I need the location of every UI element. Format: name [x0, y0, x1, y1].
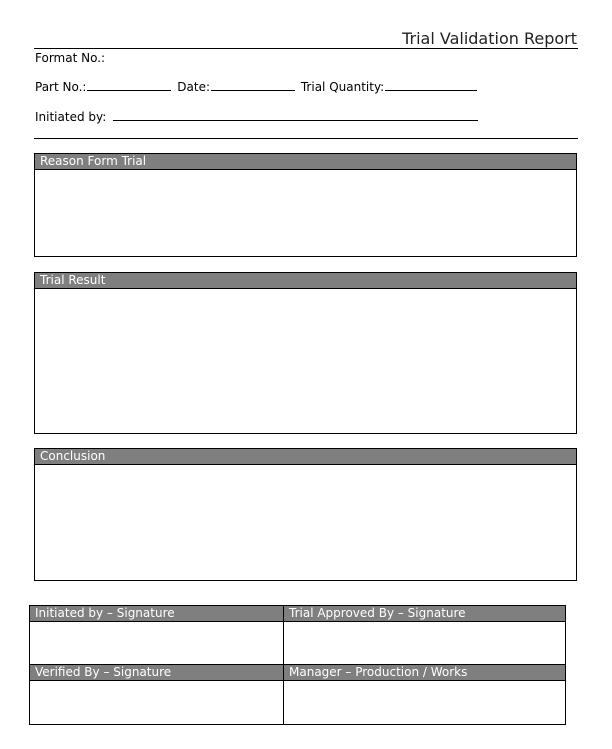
verified-signature-cell [30, 664, 283, 681]
result-header: Trial Result [35, 273, 576, 289]
date-field[interactable] [211, 80, 295, 91]
result-section [34, 272, 577, 434]
initiated-by-label: Initiated by: [35, 110, 107, 124]
header-rule [34, 138, 578, 139]
initiated-by-row [35, 110, 478, 124]
reason-section [34, 153, 577, 257]
signature-table [29, 605, 566, 725]
verified-signature-label: Verified By – Signature [30, 665, 283, 681]
approved-signature-cell [284, 606, 565, 622]
title-rule [34, 48, 578, 49]
initiated-signature-cell [30, 606, 283, 622]
part-no-label: Part No.: [35, 80, 87, 94]
trial-quantity-field[interactable] [385, 80, 477, 91]
reason-header: Reason Form Trial [35, 154, 576, 170]
date-label: Date: [177, 80, 211, 94]
approved-signature-label: Trial Approved By – Signature [284, 606, 565, 622]
report-title: Trial Validation Report [402, 29, 577, 48]
conclusion-header: Conclusion [35, 449, 576, 465]
signature-divider [283, 606, 284, 724]
part-no-field[interactable] [87, 80, 171, 91]
conclusion-section [34, 448, 577, 581]
manager-signature-label: Manager – Production / Works [284, 665, 565, 681]
manager-signature-cell [284, 664, 565, 681]
part-no-row [35, 80, 477, 94]
format-no-label: Format No.: [35, 51, 106, 65]
trial-quantity-label: Trial Quantity: [300, 80, 385, 94]
initiated-signature-label: Initiated by – Signature [30, 606, 283, 622]
initiated-by-field[interactable] [113, 110, 478, 121]
